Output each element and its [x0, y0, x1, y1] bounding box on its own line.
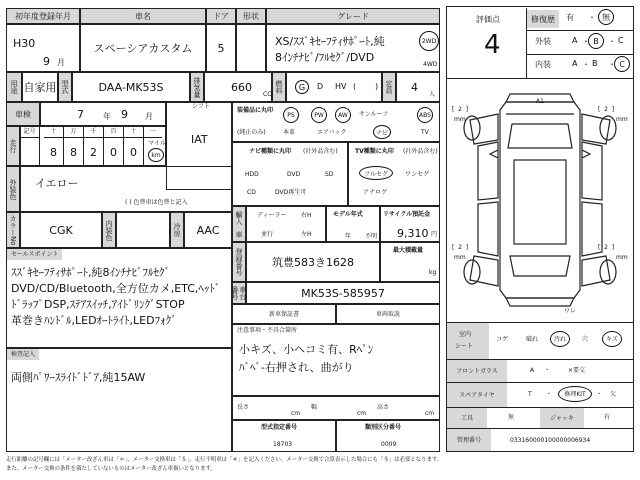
tv-sub: (社外品含む)	[403, 148, 438, 155]
mileage-unit-label: 記号	[20, 126, 40, 138]
sales-point: ﾄﾞﾗｯﾌﾟDSP,ｽﾃｱｽｲｯﾁ,ｱｲﾄﾞﾘﾝｸﾞSTOP	[11, 298, 185, 311]
repair-none: 無	[598, 9, 614, 25]
tread-fr-unit: mm	[616, 116, 628, 123]
type-label: 型式	[58, 72, 72, 102]
size-length-label: 長さ	[237, 404, 250, 411]
category-number-cell	[336, 420, 440, 452]
repair-options	[564, 12, 634, 28]
drive-2wd: 2WD	[419, 31, 439, 51]
equip-sunroof: サンルーフ	[359, 111, 389, 118]
repair-label: 修復歴	[527, 10, 559, 28]
interior-color-label: 内装色	[102, 212, 116, 248]
interior-grade-label: 内装	[535, 59, 551, 69]
inspection-year: 7	[77, 108, 84, 121]
inspection-month-unit: 月	[145, 112, 153, 121]
grade-cell	[266, 24, 440, 72]
tools-value: 無	[508, 414, 515, 421]
grade-label: グレード	[266, 8, 440, 24]
interior-grade-options	[564, 59, 634, 73]
recycle-label: リサイクル預託金	[383, 211, 431, 218]
spare-missing: 欠	[610, 391, 617, 398]
door-count: 5	[206, 24, 236, 72]
car-diagram	[448, 80, 632, 320]
import-parallel: 並行	[261, 231, 274, 238]
fuel-paren-open: (	[353, 82, 357, 91]
tv-fullseg: フルセグ	[359, 166, 393, 180]
size-width-unit: cm	[357, 410, 367, 417]
max-load-cell	[380, 242, 440, 282]
sales-point: DVD/CD/Bluetooth,全方位カメ,ETC,ﾍｯﾄﾞ	[11, 282, 221, 295]
import-label: 輸入	[235, 211, 243, 225]
mileage-unit-label: 十	[44, 126, 64, 138]
max-load-label: 最大積載量	[393, 247, 424, 254]
reg-year-label: 初年度登録年月	[6, 8, 80, 24]
jack-label: ジャッキ	[540, 408, 584, 428]
mileage-unit-label: 一	[144, 126, 162, 138]
footer-line: 走行距離の記号欄には「メーター改ざん車は「＊」、メーター交換車は「＄」、走行不明車は「＃」を記入ください。メーター交換で合算表示した場合にも「＄」は必要となります。	[6, 457, 443, 463]
inspector-label: 検査記入	[7, 349, 39, 360]
cc-unit: CC	[263, 91, 272, 98]
glass-sep: ・	[544, 367, 551, 374]
size-width-label: 幅	[311, 404, 318, 411]
sales-point: ｽｽﾞｷｾｰﾌﾃｨｻﾎﾟｰﾄ,純8ｲﾝﾁﾅﾋﾞﾌﾙｾｸﾞ	[11, 266, 170, 279]
exterior-note: ( ) 色替車は色替と記入	[125, 199, 188, 206]
model-year-cell	[326, 206, 380, 242]
navi-hdd: HDD	[245, 171, 259, 178]
ext-grade-a: A	[572, 36, 578, 45]
capacity-value: 4	[411, 81, 418, 94]
navi-dvd-play: DVD再生可	[275, 189, 307, 196]
notes-line: 小キズ、小ヘコミ有、Rﾍﾟﾝ	[239, 343, 374, 356]
shift-label: シフト	[192, 103, 211, 110]
chassis-label: 車台番号	[232, 282, 246, 304]
spare-tire-label: スペアタイヤ	[447, 383, 507, 407]
size-height-label: 高さ	[377, 404, 390, 411]
equip-tv: TV	[421, 129, 429, 136]
fuel-cell	[286, 72, 382, 102]
import-label-cell	[232, 206, 246, 242]
int-grade-sep: ・	[582, 60, 590, 69]
mgmt-value: 033160000100000006934	[510, 437, 591, 444]
category-number: 0009	[381, 441, 397, 448]
equip-aw: AW	[335, 107, 351, 123]
recycle-cell	[380, 206, 440, 242]
equip-navi: ナビ	[373, 125, 391, 139]
form-number-label: 型式指定番号	[261, 424, 298, 431]
fuel-d: D	[317, 82, 324, 91]
interior-sheet-options	[490, 336, 634, 350]
int-grade-c: C	[614, 56, 630, 72]
category-number-label: 類別区分番号	[365, 424, 402, 431]
sheet-tear: 破れ	[526, 336, 539, 343]
tread-rl-unit: mm	[454, 254, 466, 261]
mileage-digit: 2	[84, 138, 104, 166]
ext-grade-b: B	[588, 33, 604, 49]
aircon-label: 冷房	[170, 212, 184, 248]
fuel-paren-close: )	[375, 82, 379, 91]
mileage-unit-label: 十	[124, 126, 144, 138]
tread-rr: [ 2 ]	[598, 244, 615, 251]
displacement-label: 排気量	[190, 72, 204, 102]
plate-label: 登録番号	[232, 242, 246, 282]
spare-sep: ・	[596, 391, 603, 398]
capacity-cell	[396, 72, 440, 102]
shape-cell	[236, 24, 266, 72]
displacement-cell	[204, 72, 272, 102]
inspection-month: 9	[121, 108, 128, 121]
max-load-unit: kg	[429, 269, 437, 276]
drive-4wd: 4WD	[423, 61, 438, 68]
front-glass-label: フロントガラス	[447, 360, 507, 382]
fuel-label: 燃料	[272, 72, 286, 102]
tv-label: TV種類に丸印	[355, 148, 394, 155]
navi-dvd: DVD	[287, 171, 301, 178]
inspection-year-unit: 年	[103, 112, 111, 121]
glass-replace: ×要交	[568, 367, 586, 374]
tread-fr: [ 2 ]	[598, 106, 615, 113]
tread-fl-unit: mm	[454, 116, 466, 123]
displacement-value: 660	[231, 81, 252, 94]
mark-a1: A1	[536, 98, 544, 105]
mileage-unit-mile: マイル	[148, 140, 166, 147]
spare-repair-kit: 修理KIT	[558, 386, 592, 402]
navi-sub: (社外品含む)	[303, 148, 338, 155]
ext-grade-c: C	[618, 36, 624, 45]
equip-leather: 本革	[283, 129, 296, 136]
notes-line: ﾊﾞﾍﾞ-右押され、曲がり	[239, 361, 354, 374]
navi-sd: SD	[325, 171, 334, 178]
use-label: 用途	[6, 72, 22, 102]
equip-ps: PS	[283, 107, 299, 123]
mileage-digit: 8	[44, 138, 64, 166]
tv-oneseg: ワンセグ	[405, 171, 430, 178]
import-sub: 車	[235, 231, 243, 238]
mileage-unit-km: km	[148, 148, 164, 162]
interior-sheet-label2: シート	[455, 343, 474, 350]
exterior-label: 外装色	[6, 166, 20, 212]
sales-points-list	[11, 265, 220, 329]
spare-sep: ・	[546, 391, 553, 398]
repair-sep: ・	[588, 13, 596, 22]
mgmt-label: 管理番号	[447, 429, 491, 451]
int-grade-sep: ・	[608, 60, 616, 69]
shift-value: IAT	[191, 133, 208, 146]
interior-sheet-label1: 室内	[459, 331, 472, 338]
int-grade-b: B	[592, 59, 598, 68]
footer-notes	[6, 456, 634, 474]
rating-score: 4	[484, 30, 501, 60]
ext-grade-sep: ・	[582, 37, 590, 46]
sheet-burn: コゲ	[496, 336, 509, 343]
equip-abs: ABS	[417, 107, 433, 123]
equipment-sublabel: (純正のみ)	[237, 129, 266, 136]
recycle-yen: 円	[431, 231, 438, 238]
equipment-label: 装備品に丸印	[237, 107, 274, 114]
form-number-cell	[232, 420, 336, 452]
rating-label: 評価点	[476, 15, 500, 24]
model-year-unknown: 不明	[365, 233, 378, 240]
equip-pw: PW	[311, 107, 327, 123]
tread-rr-unit: mm	[616, 254, 628, 261]
navi-cd: CD	[247, 189, 256, 196]
sales-points-label: セールスポイント	[7, 249, 62, 260]
jack-value: 有	[604, 414, 611, 421]
interior-sheet-label-cell	[447, 323, 489, 359]
sheet-hole: 穴	[582, 336, 589, 343]
footer-line: また、メーター交換の条件を満たしていないものはメーター改ざん車扱いとなります。	[6, 466, 216, 472]
grade-line1: XS/ｽｽﾞｷｾｰﾌﾃｨｻﾎﾟｰﾄ,純	[275, 35, 385, 48]
era-year: H30	[13, 37, 36, 50]
mileage-unit-label: 千	[84, 126, 104, 138]
size-length-unit: cm	[291, 410, 301, 417]
model-year-unit: 年	[345, 233, 352, 240]
reg-month: 9	[43, 55, 50, 68]
import-rh: 右H	[301, 212, 312, 219]
sheet-scratch: キズ	[602, 331, 622, 347]
inspection-label: 車検	[6, 102, 40, 126]
sales-point: 革巻きﾊﾝﾄﾞﾙ,LEDｵｰﾄﾗｲﾄ,LEDﾌｫｸﾞ	[11, 314, 177, 327]
car-outline	[448, 80, 632, 320]
ext-grade-sep: ・	[608, 37, 616, 46]
shape-label: 形状	[236, 8, 266, 24]
import-dealer: ディーラー	[257, 212, 287, 219]
color-code: CGK	[20, 212, 102, 248]
tv-box	[348, 142, 440, 206]
glass-a: A	[530, 367, 535, 374]
form-number: 18703	[273, 441, 293, 448]
exterior-grade-options	[564, 36, 634, 50]
fuel-hv: HV	[335, 82, 347, 91]
grade-line2: 8ｲﾝﾁﾅﾋﾞ/ﾌﾙｾｸﾞ/DVD	[275, 51, 375, 64]
model-label: 車名	[80, 8, 206, 24]
interior-color-cell	[116, 212, 170, 248]
chassis-value: MK53S-585957	[246, 282, 440, 304]
equipment-box	[232, 102, 440, 142]
recycle-amount: 9,310	[397, 227, 429, 240]
capacity-label: 定員	[382, 72, 396, 102]
tools-label: 工具	[447, 408, 487, 428]
tread-fl: [ 2 ]	[452, 106, 469, 113]
sheet-stain: 汚れ	[550, 331, 570, 347]
rating-box	[452, 12, 512, 76]
mileage-unit-label: 万	[64, 126, 84, 138]
fuel-g: G	[295, 80, 309, 94]
capacity-unit: 人	[429, 91, 436, 98]
new-car-warranty: 新車保証書	[232, 304, 336, 324]
spare-t: T	[528, 391, 532, 398]
exterior-grade-label: 外装	[535, 36, 551, 46]
mileage-digit: 0	[124, 138, 144, 166]
inspector-note: 両側ﾊﾟﾜｰｽﾗｲﾄﾞﾄﾞｱ,純15AW	[11, 371, 146, 384]
type-value: DAA-MK53S	[72, 72, 190, 102]
size-row	[232, 396, 440, 420]
plate-value: 筑豊583き1628	[246, 242, 380, 282]
int-grade-a: A	[572, 59, 578, 68]
mileage-unit-label: 百	[104, 126, 124, 138]
repair-yes: 有	[566, 13, 574, 22]
model-name: スペーシアカスタム	[80, 24, 206, 72]
owner-manual: 車両取説	[336, 304, 440, 324]
navi-box	[232, 142, 348, 206]
navi-label: ナビ種類に丸印	[249, 148, 292, 155]
sales-points-box	[6, 248, 232, 348]
reg-year-cell	[6, 24, 80, 72]
import-lh: 左H	[301, 231, 312, 238]
notes-label: 注意事項・不具合箇所	[237, 327, 298, 334]
use-value: 自家用	[22, 72, 58, 102]
equip-airbag: エアバック	[317, 129, 347, 136]
mileage-label: 走行	[6, 126, 20, 166]
size-height-unit: cm	[425, 410, 435, 417]
aircon-value: AAC	[184, 212, 232, 248]
inspection-cell	[40, 102, 166, 126]
month-unit: 月	[57, 58, 65, 67]
inspector-box	[6, 348, 232, 452]
color-code-label: カラーNo	[6, 212, 20, 248]
tread-rl: [ 2 ]	[452, 244, 469, 251]
exterior-color: イエロー	[35, 177, 79, 190]
exterior-cell	[20, 166, 232, 212]
mileage-digit: 8	[64, 138, 84, 166]
mark-crack: ワレ	[564, 308, 577, 315]
door-label: ドア	[206, 8, 236, 24]
model-year-label: モデル年式	[333, 211, 363, 218]
tv-analog: アナログ	[363, 189, 388, 196]
mileage-digit: 0	[104, 138, 124, 166]
mileage-digit	[20, 138, 40, 166]
import-cell	[246, 206, 326, 242]
notes-box	[232, 324, 440, 396]
